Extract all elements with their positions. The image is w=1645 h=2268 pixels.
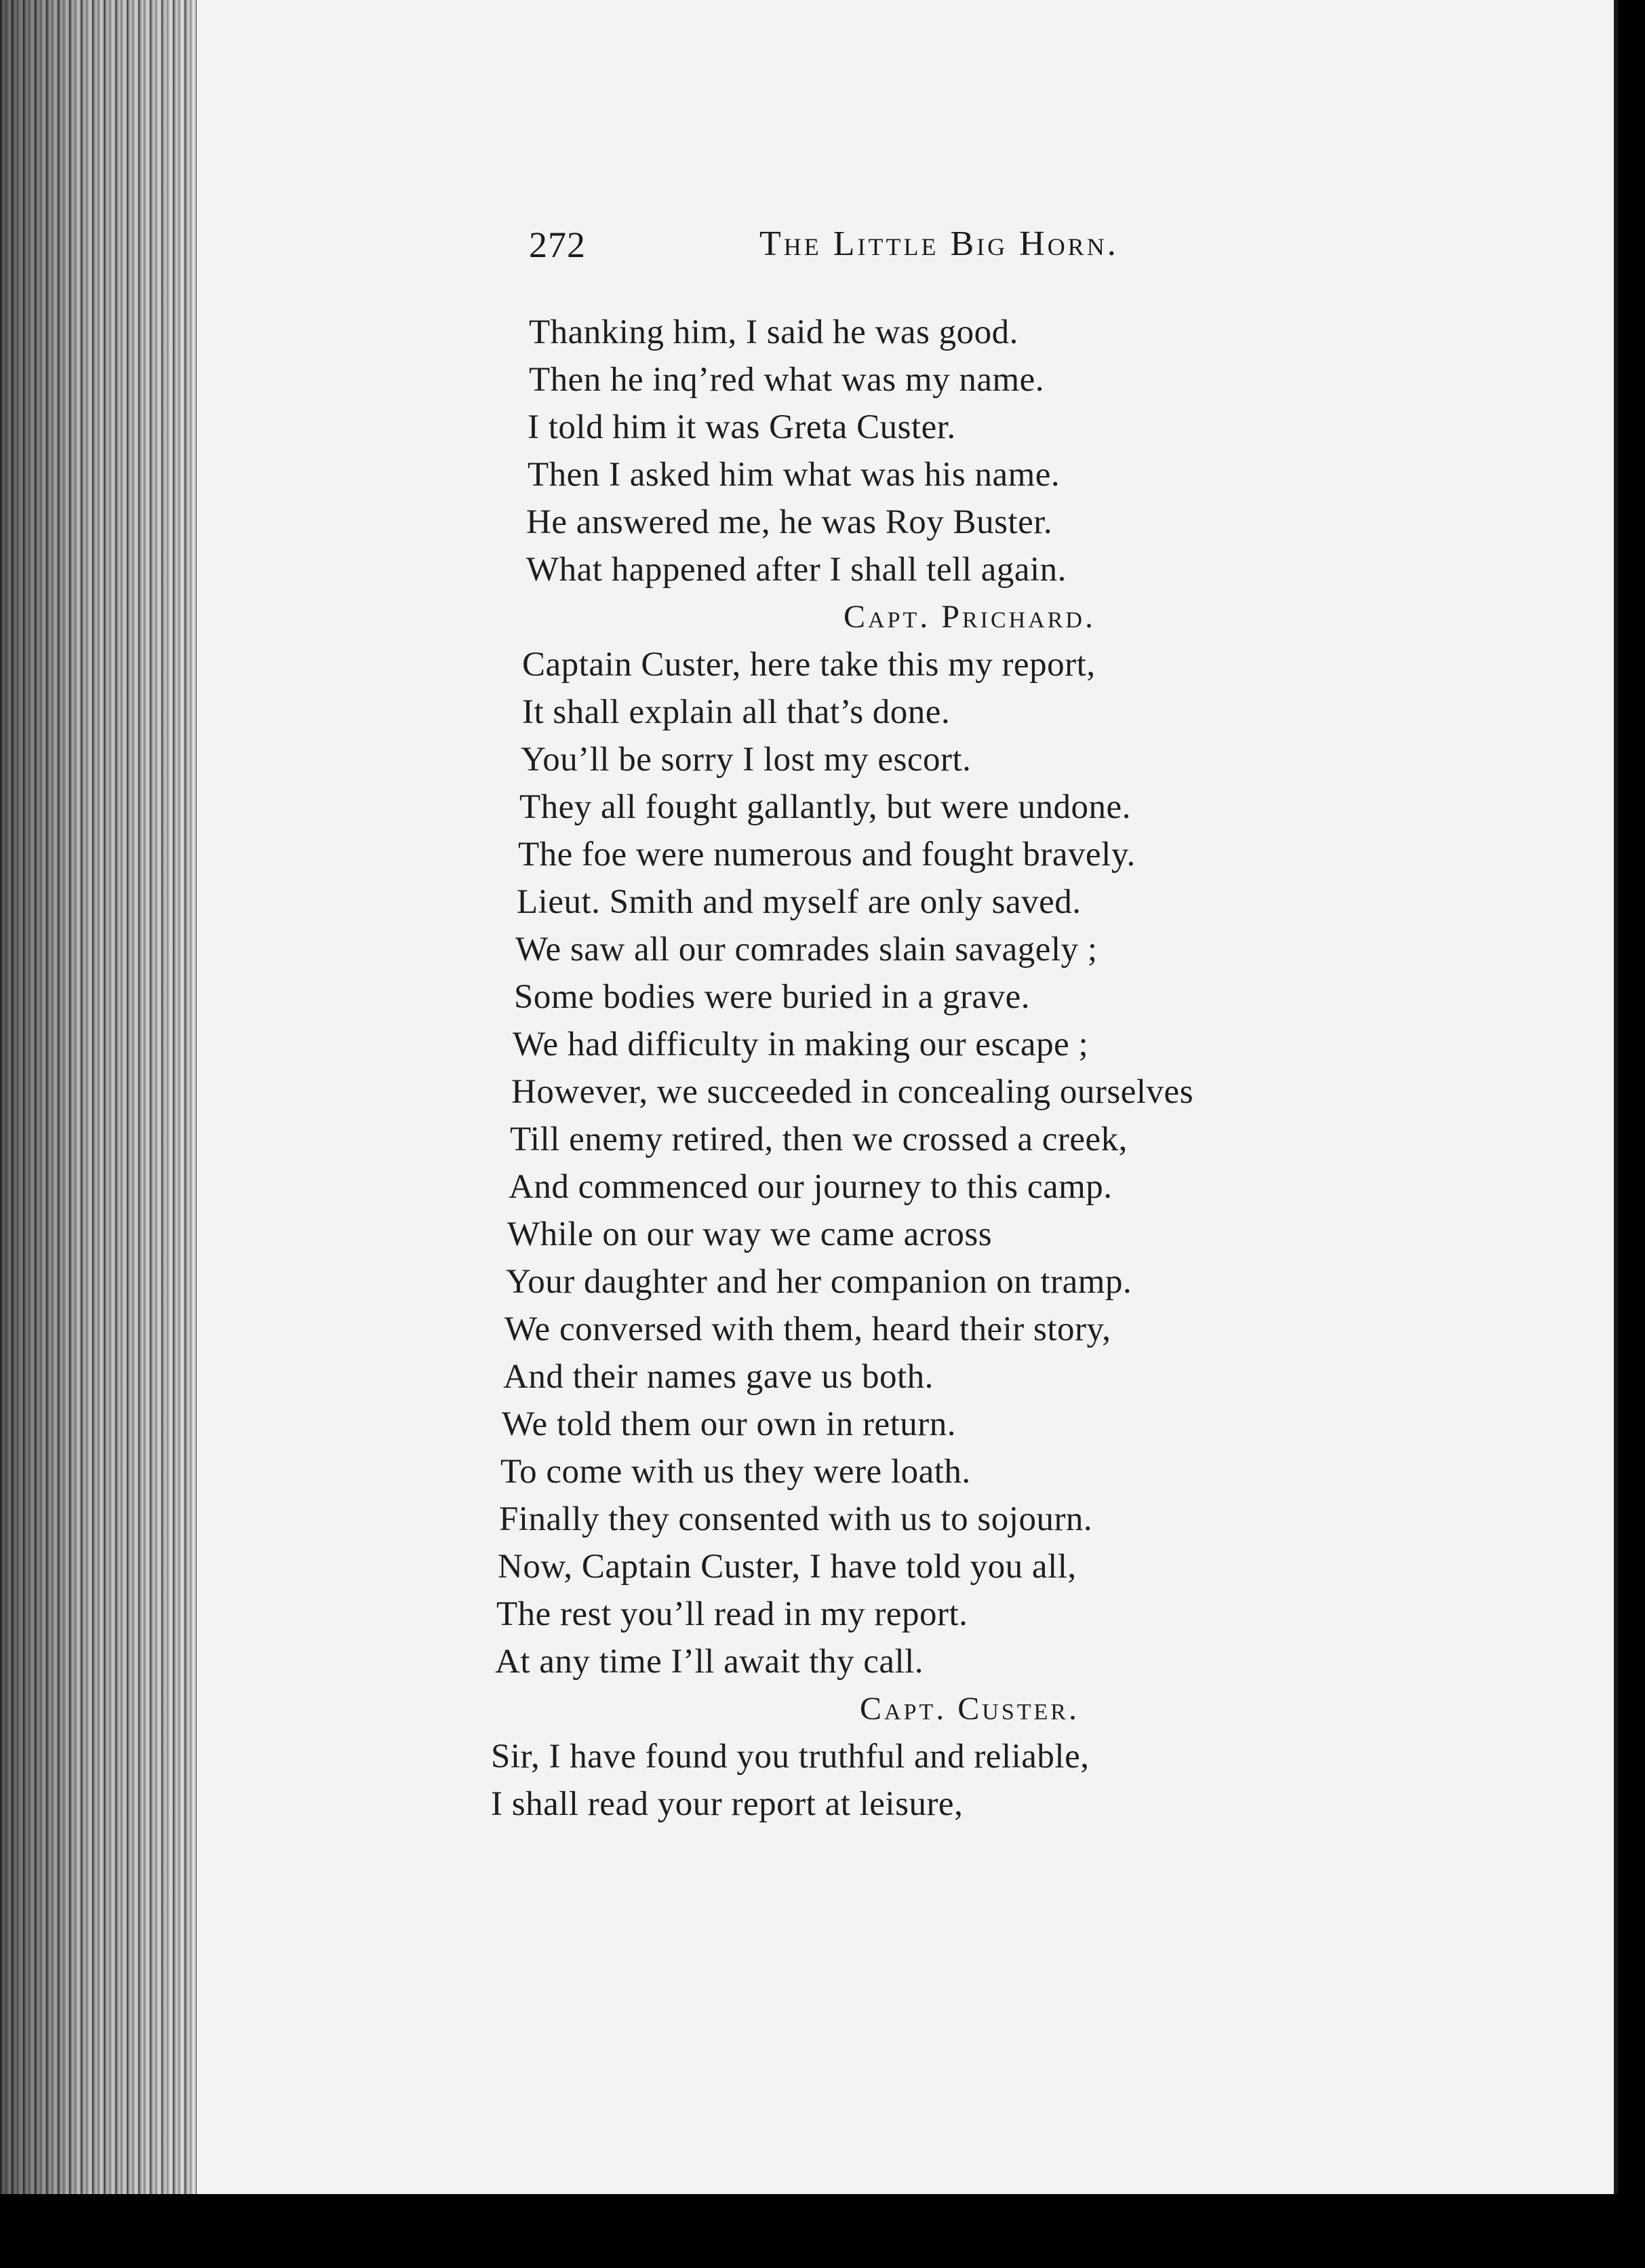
speaker-heading: Capt. Prichard. bbox=[844, 599, 1096, 635]
verse-line: Some bodies were buried in a grave. bbox=[514, 978, 1031, 1016]
binding-shadow bbox=[0, 0, 197, 2268]
scan-border-bottom bbox=[0, 2194, 1645, 2268]
verse-line: We told them our own in return. bbox=[502, 1405, 957, 1443]
poem-text bbox=[488, 309, 1343, 1828]
verse-line: I told him it was Greta Custer. bbox=[528, 408, 956, 446]
verse-line: Finally they consented with us to sojourn. bbox=[499, 1500, 1093, 1538]
verse-line: We had difficulty in making our escape ; bbox=[513, 1025, 1089, 1063]
verse-line: Sir, I have found you truthful and reliable, bbox=[491, 1738, 1090, 1776]
verse-line: We conversed with them, heard their story, bbox=[504, 1310, 1111, 1348]
verse-line: We saw all our comrades slain savagely ; bbox=[515, 931, 1098, 969]
verse-line: However, we succeeded in concealing ourselves bbox=[511, 1073, 1194, 1111]
verse-line: Now, Captain Custer, I have told you all, bbox=[498, 1548, 1077, 1586]
verse-line: They all fought gallantly, but were undone. bbox=[519, 788, 1131, 826]
verse-line: Then he inq’red what was my name. bbox=[529, 361, 1045, 399]
verse-line: While on our way we came across bbox=[507, 1215, 993, 1253]
speaker-heading: Capt. Custer. bbox=[860, 1691, 1079, 1727]
verse-line: The foe were numerous and fought bravely. bbox=[518, 836, 1136, 874]
verse-line: Lieut. Smith and myself are only saved. bbox=[517, 883, 1082, 921]
verse-line: I shall read your report at leisure, bbox=[491, 1785, 964, 1823]
page-header bbox=[529, 224, 1438, 285]
verse-line: What happened after I shall tell again. bbox=[526, 551, 1067, 589]
verse-line: Then I asked him what was his name. bbox=[528, 456, 1061, 494]
verse-line: To come with us they were loath. bbox=[500, 1453, 971, 1491]
verse-line: And commenced our journey to this camp. bbox=[509, 1168, 1113, 1206]
verse-line: Till enemy retired, then we crossed a creek, bbox=[510, 1120, 1128, 1158]
page-number: 272 bbox=[529, 224, 586, 265]
verse-line: The rest you’ll read in my report. bbox=[496, 1595, 968, 1633]
verse-line: He answered me, he was Roy Buster. bbox=[526, 503, 1053, 541]
verse-line: And their names gave us both. bbox=[503, 1358, 934, 1396]
running-title: The Little Big Horn. bbox=[759, 224, 1119, 263]
verse-line: Your daughter and her companion on tramp. bbox=[506, 1263, 1132, 1301]
verse-line: Captain Custer, here take this my report, bbox=[522, 646, 1096, 684]
verse-line: It shall explain all that’s done. bbox=[522, 693, 951, 731]
verse-line: At any time I’ll await thy call. bbox=[495, 1643, 924, 1681]
verse-line: Thanking him, I said he was good. bbox=[529, 313, 1018, 351]
verse-line: You’ll be sorry I lost my escort. bbox=[521, 741, 972, 779]
